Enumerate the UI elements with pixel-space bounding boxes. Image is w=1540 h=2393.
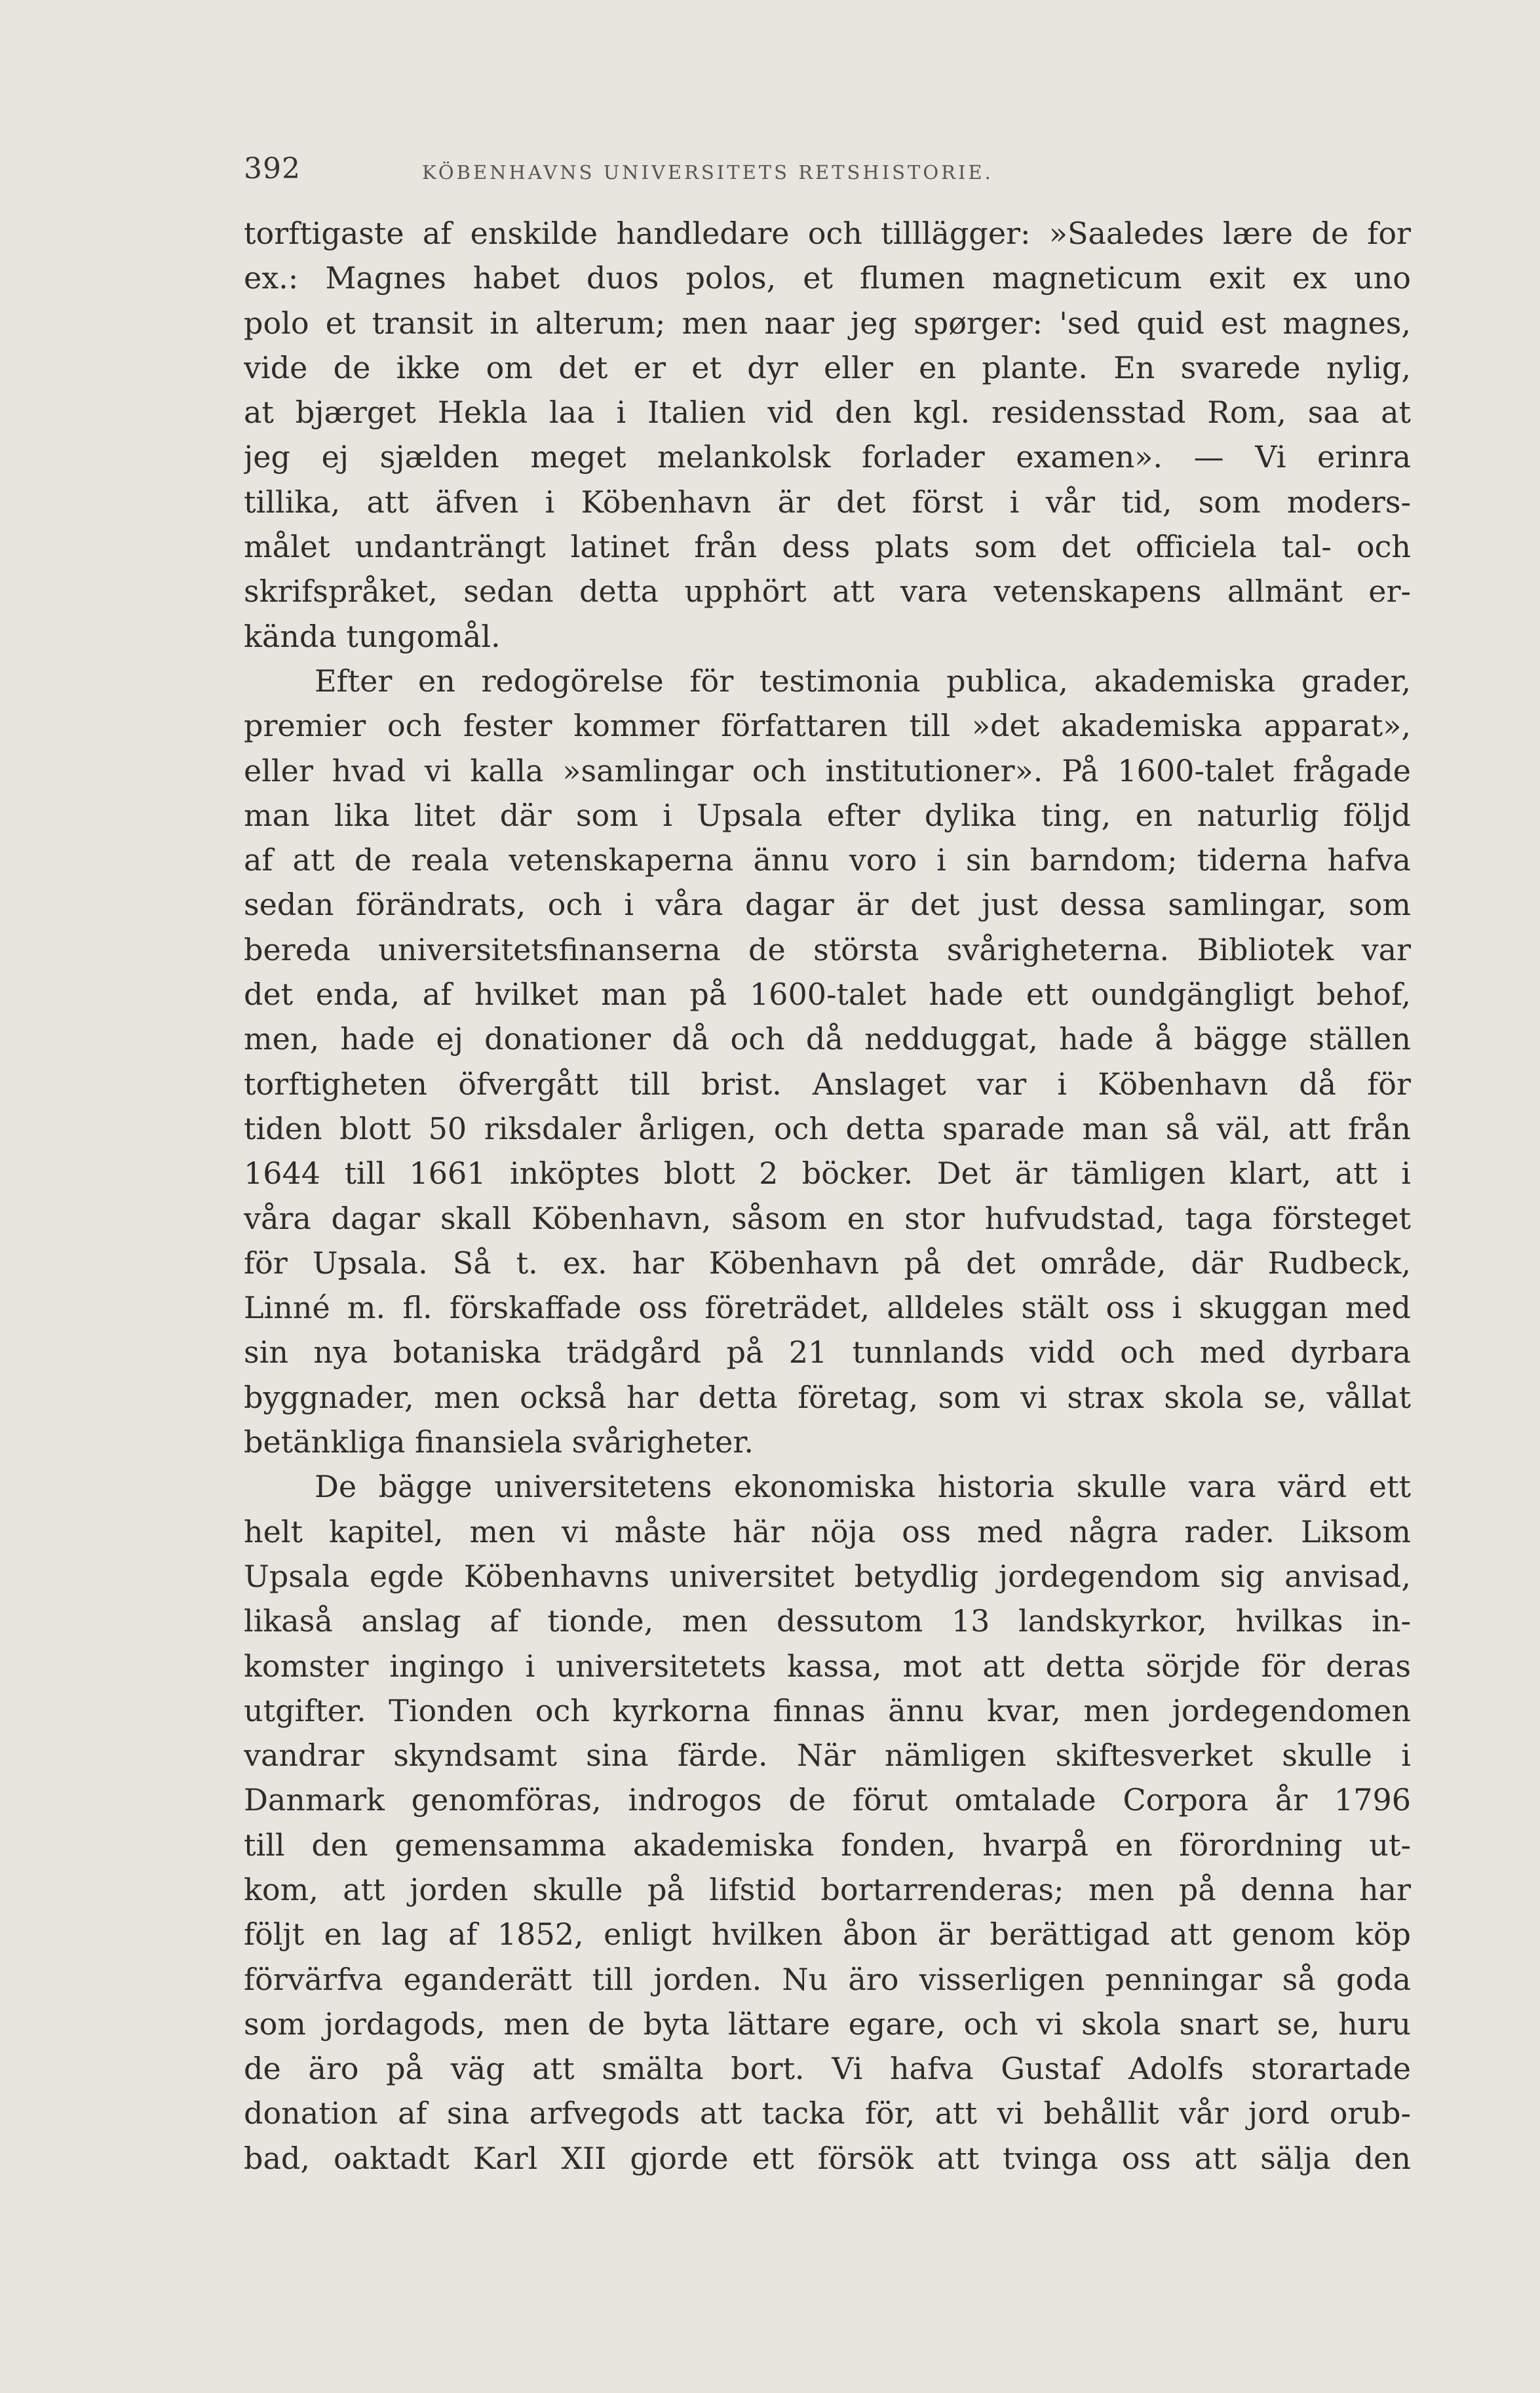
text-line: premier och fester kommer författaren till »det akademiska apparat», [244, 708, 1411, 744]
text-line: jeg ej sjælden meget melankolsk forlader examen». — Vi erinra [244, 439, 1411, 475]
text-line: tillika, att äfven i Köbenhavn är det först i vår tid, som moders- [244, 484, 1411, 520]
running-head: KÖBENHAVNS UNIVERSITETS RETSHISTORIE. [422, 161, 993, 184]
text-line: bad, oaktadt Karl XII gjorde ett försök att tvinga oss att sälja den [244, 2140, 1411, 2176]
text-line: följt en lag af 1852, enligt hvilken åbon är berättigad att genom köp [244, 1916, 1411, 1953]
text-line: utgifter. Tionden och kyrkorna finnas ännu kvar, men jordegendomen [244, 1692, 1411, 1728]
text-line: våra dagar skall Köbenhavn, såsom en stor hufvudstad, taga försteget [244, 1200, 1411, 1236]
text-line: eller hvad vi kalla »samlingar och institutioner». På 1600-talet frågade [244, 752, 1411, 788]
text-line: byggnader, men också har detta företag, som vi strax skola se, vållat [244, 1379, 1411, 1415]
text-line: betänkliga finansiela svårigheter. [244, 1424, 754, 1460]
text-line: donation af sina arfvegods att tacka för, att vi behållit vår jord orub- [244, 2095, 1411, 2131]
text-line: vide de ikke om det er et dyr eller en plante. En svarede nylig, [244, 349, 1411, 385]
text-line: man lika litet där som i Upsala efter dylika ting, en naturlig följd [244, 797, 1411, 833]
text-line: kända tungomål. [244, 618, 501, 654]
text-line: komster ingingo i universitetets kassa, mot att detta sörjde för deras [244, 1648, 1411, 1684]
text-line: skrifspråket, sedan detta upphört att vara vetenskapens allmänt er- [244, 574, 1411, 610]
text-line: sedan förändrats, och i våra dagar är det just dessa samlingar, som [244, 887, 1411, 923]
text-line: at bjærget Hekla laa i Italien vid den kgl. residensstad Rom, saa at [244, 395, 1411, 431]
text-line: vandrar skyndsamt sina färde. När nämligen skiftesverket skulle i [244, 1738, 1411, 1774]
text-line: Efter en redogörelse för testimonia publica, akademiska grader, [315, 663, 1411, 699]
text-line: det enda, af hvilket man på 1600-talet hade ett oundgängligt behof, [244, 977, 1411, 1013]
text-line: förvärfva eganderätt till jorden. Nu äro visserligen penningar så goda [244, 1961, 1411, 1997]
text-line: de äro på väg att smälta bort. Vi hafva Gustaf Adolfs storartade [244, 2051, 1411, 2087]
text-line: Danmark genomföras, indrogos de förut omtalade Corpora år 1796 [244, 1782, 1411, 1818]
page-number: 392 [244, 152, 301, 185]
text-line: polo et transit in alterum; men naar jeg spørger: 'sed quid est magnes, [244, 305, 1411, 341]
text-line: De bägge universitetens ekonomiska historia skulle vara värd ett [315, 1469, 1411, 1505]
text-line: helt kapitel, men vi måste här nöja oss med några rader. Liksom [244, 1513, 1411, 1549]
text-line: tiden blott 50 riksdaler årligen, och detta sparade man så väl, att från [244, 1110, 1411, 1146]
page-header [244, 152, 1410, 191]
text-line: af att de reala vetenskaperna ännu voro i sin barndom; tiderna hafva [244, 842, 1411, 878]
text-line: till den gemensamma akademiska fonden, hvarpå en förordning ut- [244, 1827, 1411, 1863]
text-line: ex.: Magnes habet duos polos, et flumen magneticum exit ex uno [244, 260, 1411, 296]
text-line: torftigaste af enskilde handledare och tilllägger: »Saaledes lære de for [244, 216, 1411, 251]
text-line: likaså anslag af tionde, men dessutom 13 landskyrkor, hvilkas in- [244, 1603, 1411, 1639]
text-line: som jordagods, men de byta lättare egare, och vi skola snart se, huru [244, 2006, 1411, 2042]
text-line: Upsala egde Köbenhavns universitet betydlig jordegendom sig anvisad, [244, 1558, 1411, 1594]
text-line: kom, att jorden skulle på lifstid bortarrenderas; men på denna har [244, 1871, 1411, 1907]
text-line: Linné m. fl. förskaffade oss företrädet, alldeles stält oss i skuggan med [244, 1290, 1411, 1326]
text-line: bereda universitetsfinanserna de största svårigheterna. Bibliotek var [244, 931, 1411, 967]
text-line: sin nya botaniska trädgård på 21 tunnlands vidd och med dyrbara [244, 1334, 1411, 1371]
text-line: torftigheten öfvergått till brist. Anslaget var i Köbenhavn då för [244, 1066, 1411, 1102]
text-line: målet undanträngt latinet från dess plats som det officiela tal- och [244, 529, 1411, 565]
text-line: för Upsala. Så t. ex. har Köbenhavn på det område, där Rudbeck, [244, 1245, 1411, 1281]
text-line: men, hade ej donationer då och då nedduggat, hade å bägge ställen [244, 1021, 1411, 1057]
body-text [244, 211, 1411, 2181]
text-line: 1644 till 1661 inköptes blott 2 böcker. Det är tämligen klart, att i [244, 1156, 1411, 1192]
